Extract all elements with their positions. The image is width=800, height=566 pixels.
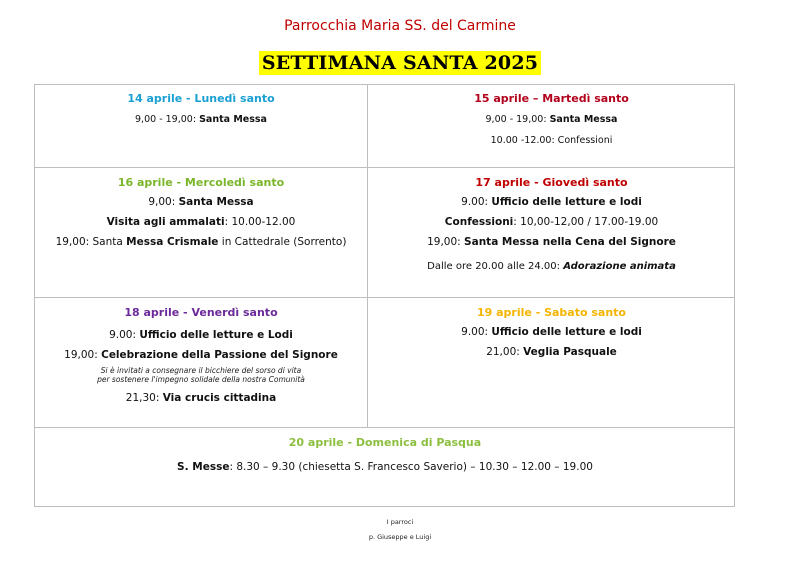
day17-line1-event: Ufficio delle letture e lodi	[491, 196, 642, 208]
day-cell-15	[368, 92, 735, 146]
footer-signature-names: p. Giuseppe e Luigi	[368, 533, 432, 541]
day17-line2-time: : 10,00-12,00 / 17.00-19.00	[513, 216, 659, 228]
day16-line3	[35, 235, 367, 249]
page-title: SETTIMANA SANTA 2025	[259, 51, 541, 75]
day-heading-18: 18 aprile - Venerdì santo	[124, 306, 278, 319]
day17-line1	[368, 195, 735, 209]
day19-line2-event: Veglia Pasquale	[523, 346, 617, 358]
day19-line1	[368, 325, 735, 339]
day18-line1	[35, 328, 367, 342]
day18-line2-time: 19,00:	[64, 349, 102, 361]
day20-line1	[35, 460, 735, 474]
day15-line1-event: Santa Messa	[549, 114, 618, 125]
day17-line2	[368, 215, 735, 229]
day14-line1-event: Santa Messa	[199, 114, 267, 125]
day16-line3-a: 19,00: Santa	[55, 236, 127, 248]
day15-line2: 10.00 -12.00: Confessioni	[490, 135, 613, 146]
day-heading-17: 17 aprile - Giovedì santo	[475, 176, 628, 189]
day15-line1-time: 9,00 - 19,00:	[485, 114, 550, 125]
day18-note-line2: per sostenere l'impegno solidale della nostra Comunità	[97, 375, 305, 384]
row-divider-3	[35, 427, 734, 428]
day17-line2-event: Confessioni	[444, 216, 514, 228]
day17-line4-a: Dalle ore 20.00 alle 24.00:	[427, 261, 564, 272]
day16-line3-c: in Cattedrale (Sorrento)	[218, 236, 347, 248]
day17-line4-b: Adorazione animata	[563, 261, 676, 272]
day18-line3-time: 21,30:	[125, 392, 163, 404]
day16-line2-event: Visita agli ammalati	[106, 216, 225, 228]
day19-line1-event: Ufficio delle letture e lodi	[491, 326, 642, 338]
day16-line3-b: Messa Crismale	[126, 236, 219, 248]
parish-name: Parrocchia Maria SS. del Carmine	[284, 18, 516, 34]
day16-line1	[35, 195, 367, 209]
day19-line1-time: 9.00:	[461, 326, 492, 338]
day-heading-16: 16 aprile - Mercoledì santo	[117, 176, 285, 189]
day-cell-16	[35, 176, 367, 249]
footer-signature-title: I parroci	[386, 518, 414, 526]
day-heading-14: 14 aprile - Lunedì santo	[127, 92, 275, 105]
day18-line2	[35, 348, 367, 362]
row-divider-1	[35, 167, 734, 168]
day20-line1-times: : 8.30 – 9.30 (chiesetta S. Francesco Saverio) – 10.30 – 12.00 – 19.00	[229, 461, 593, 473]
day18-line1-event: Ufficio delle letture e Lodi	[139, 329, 293, 341]
day-heading-20: 20 aprile - Domenica di Pasqua	[288, 436, 482, 449]
day17-line3-event: Santa Messa nella Cena del Signore	[464, 236, 676, 248]
day16-line1-time: 9,00:	[148, 196, 179, 208]
day20-line1-event: S. Messe	[177, 461, 230, 473]
day16-line1-event: Santa Messa	[178, 196, 254, 208]
day-cell-20	[35, 436, 735, 474]
day16-line2-time: : 10.00-12.00	[224, 216, 296, 228]
day14-line1-time: 9,00 - 19,00:	[135, 114, 200, 125]
day16-line2	[35, 215, 367, 229]
day17-line3	[368, 235, 735, 249]
day17-line3-time: 19,00:	[427, 236, 465, 248]
day18-line2-event: Celebrazione della Passione del Signore	[101, 349, 338, 361]
day-cell-14	[35, 92, 367, 125]
day19-line2	[368, 345, 735, 359]
day-cell-19	[368, 306, 735, 359]
day-cell-18	[35, 306, 367, 405]
schedule-table	[34, 84, 735, 507]
day19-line2-time: 21,00:	[486, 346, 524, 358]
day17-line1-time: 9.00:	[461, 196, 492, 208]
day-heading-19: 19 aprile - Sabato santo	[477, 306, 626, 319]
title-wrap	[0, 51, 800, 75]
day15-line1	[368, 114, 735, 125]
day17-line4	[368, 260, 735, 274]
day14-line1	[35, 114, 367, 125]
day-cell-17	[368, 176, 735, 274]
day18-line3-event: Via crucis cittadina	[162, 392, 277, 404]
row-divider-2	[35, 297, 734, 298]
day-heading-15: 15 aprile – Martedì santo	[474, 92, 629, 105]
day18-line3	[35, 391, 367, 405]
day18-note-line1: Si è invitati a consegnare il bicchiere del sorso di vita	[100, 366, 302, 375]
day18-line1-time: 9.00:	[109, 329, 140, 341]
